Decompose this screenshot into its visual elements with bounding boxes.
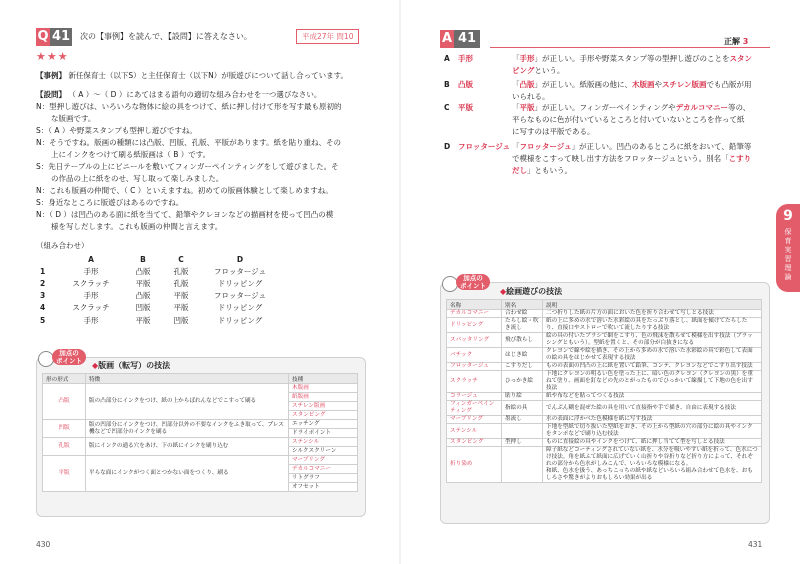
description-line: 紙や布などを貼ってつくる技法 xyxy=(546,393,625,399)
answer-key: A xyxy=(444,54,450,63)
combo-header: B xyxy=(140,254,146,264)
dialogue-line: の作品の上に紙をのせ、写し取って楽しみました。 xyxy=(36,174,224,183)
box-title-text: 絵画遊びの技法 xyxy=(506,287,563,296)
technique-description xyxy=(543,439,762,447)
answer-explanation xyxy=(512,53,772,77)
explanation-segment: だし xyxy=(512,166,527,175)
point-label-1: 加点の xyxy=(463,274,483,282)
combo-row xyxy=(36,277,282,289)
explanation-segment: 「 xyxy=(512,142,520,151)
technique-description xyxy=(543,333,762,348)
technique-alias xyxy=(502,447,543,483)
combo-header: C xyxy=(178,254,184,264)
combo-b: 平版 xyxy=(135,278,151,288)
correct-label: 正解 xyxy=(724,37,740,46)
form-cell: 凹版 xyxy=(43,420,86,438)
combo-d: ドリッピング xyxy=(217,278,263,288)
combo-label: （組み合わせ） xyxy=(36,241,89,250)
feature-cell: 版の凸部分にインクをつけ、紙の上からばれんなどでこすって刷る xyxy=(86,384,289,420)
dialogue-line: 様を写しだします。これも版画の仲間と言えます。 xyxy=(36,222,223,231)
explanation-segment: 「 xyxy=(512,80,520,89)
explanation-segment: で模様をこすって映し出す方法をフロッタージュという。別名「 xyxy=(512,154,729,163)
diamond-icon: ◆ xyxy=(500,287,507,296)
explanation-segment: 」が正しい。凹凸のあるところに紙をおいて、鉛筆等 xyxy=(571,142,752,151)
case-label: 【事例】 xyxy=(36,71,66,80)
technique-cell: シルクスクリーン xyxy=(289,447,358,456)
chapter-title: 保 育 実 習 理 論 xyxy=(784,228,792,281)
technique-name: ステンシル xyxy=(447,424,502,439)
exam-year-label: 平成27年 問10 xyxy=(296,29,359,44)
technique-cell: 木版画 xyxy=(289,384,358,393)
combo-b: 凸版 xyxy=(135,266,151,276)
combo-no: 4 xyxy=(40,303,46,313)
answer-key: C xyxy=(444,103,450,112)
chapter-number: 9 xyxy=(783,208,793,224)
feature-cell: 平らな面にインクがつく面とつかない面をつくり、刷る xyxy=(86,456,289,492)
combo-no: 1 xyxy=(40,266,46,276)
combo-no: 3 xyxy=(40,291,46,301)
combo-d: フロッタージュ xyxy=(213,291,267,301)
technique-name: スパッタリング xyxy=(447,333,502,348)
table-header: 技種 xyxy=(289,374,358,384)
explanation-segment: デカルコマニー xyxy=(675,103,729,112)
form-cell: 凸版 xyxy=(43,384,86,420)
technique-alias xyxy=(502,424,543,439)
answer-badge xyxy=(440,30,480,48)
technique-cell: スチレン版画 xyxy=(289,402,358,411)
technique-alias: 指絵の具 xyxy=(502,401,543,416)
technique-alias: 飛び散らし xyxy=(502,333,543,348)
table-header: 形の形式 xyxy=(43,374,86,384)
point-label-1: 加点の xyxy=(59,349,79,357)
printmaking-box-title xyxy=(92,360,170,371)
page-number-right: 431 xyxy=(748,540,763,549)
explanation-line xyxy=(512,141,772,153)
explanation-segment: 平版 xyxy=(519,103,535,112)
combo-a: スクラッチ xyxy=(72,278,110,288)
explanation-line xyxy=(512,114,772,126)
technique-description xyxy=(543,393,762,401)
combo-c: 凹版 xyxy=(173,315,189,325)
technique-name: フィンガーペインティング xyxy=(447,401,502,416)
explanation-line xyxy=(512,65,772,77)
table-row xyxy=(43,438,358,447)
question-letter: Q xyxy=(37,29,49,44)
diamond-icon: ◆ xyxy=(92,361,99,370)
answer-key: B xyxy=(444,80,450,89)
technique-description xyxy=(543,447,762,483)
combo-c: 孔版 xyxy=(173,278,189,288)
explanation-line xyxy=(512,126,772,138)
question-prompt: 次の【事例】を読んで、【設問】に答えなさい。 xyxy=(80,32,252,41)
case-text: 新任保育士（以下S）と主任保育士（以下N）が版遊びについて話し合っています。 xyxy=(68,71,349,80)
description-line: 下地にクレヨンの明るい色を塗った上に、暗い色のクレヨン（クレヨンの黒）を重ねて塗り、画面を釘などの先のとがったものでひっかいて線描して下地の色を出す技法 xyxy=(546,371,753,391)
combo-a: 手形 xyxy=(83,266,99,276)
technique-name: バチック xyxy=(447,348,502,363)
dialogue xyxy=(36,101,341,233)
explanation-segment: こすり xyxy=(728,154,752,163)
technique-alias: 合わせ絵 xyxy=(502,310,543,318)
technique-description xyxy=(543,348,762,363)
description-line: 障子紙などコーティングされていない紙を、水分を吸いやすい紙を折って、色水につけ技法。角を紙ふて紙面に広げていく山折りや谷折りなど折り方によって、それぞれの部分から色水がしみこんで、いろいろな模様になる。 xyxy=(546,447,758,467)
description-line: 紙の上に多めの水で溶いた水彩絵の具をたっぷり落とし、紙面を傾けてたらしたり、直接口やストローで吹いて流したりする技法 xyxy=(546,318,748,331)
technique-alias: こすりだし xyxy=(502,363,543,371)
combo-a: 手形 xyxy=(83,291,99,301)
combo-header-row xyxy=(36,253,282,265)
dialogue-line: N：（ D ）は凹凸のある面に紙を当てて、鉛筆やクレヨンなどの描画材を使って凹凸の模 xyxy=(36,210,334,219)
table-row xyxy=(447,401,762,416)
technique-cell: 紙版画 xyxy=(289,393,358,402)
description-line: クレヨンで線や絵を描き、その上から多めの水で溶いた水彩絵の具で彩色して表面の絵の具をはじかせて表現する技法 xyxy=(546,348,753,361)
combo-row xyxy=(36,302,282,314)
combo-c: 平版 xyxy=(173,291,189,301)
combo-row xyxy=(36,314,282,326)
explanation-line xyxy=(512,153,772,165)
technique-cell: スタンピング xyxy=(289,411,358,420)
combo-table xyxy=(36,253,282,326)
technique-name: ドリッピング xyxy=(447,318,502,333)
dialogue-line: N：そうですね。版画の種類には凸版、凹版、孔版、平版があります。紙を貼り重ね、その xyxy=(36,138,342,147)
explanation-segment: 凸版 xyxy=(519,80,535,89)
dialogue-line: S：身近なところに版遊びはあるのですね。 xyxy=(36,198,184,207)
combo-b: 凹版 xyxy=(135,303,151,313)
explanation-segment: や xyxy=(654,80,662,89)
table-header: 名称 xyxy=(447,300,502,310)
technique-name: スタンピング xyxy=(447,439,502,447)
point-label-2: ポイント xyxy=(460,282,486,290)
table-header: 説明 xyxy=(543,300,762,310)
answer-term: 平版 xyxy=(458,103,473,112)
explanation-segment: いられる。 xyxy=(512,92,550,101)
combo-row xyxy=(36,265,282,277)
technique-description xyxy=(543,371,762,393)
combo-d: ドリッピング xyxy=(217,303,263,313)
answer-explanation xyxy=(512,79,772,103)
technique-name: デカルコマニー xyxy=(447,310,502,318)
dialogue-line: N：これも版画の仲間で、（ C ）といえますね。初めての版画体験として楽しめますね。 xyxy=(36,186,333,195)
page-number-left: 430 xyxy=(36,540,51,549)
point-bubble xyxy=(456,274,490,290)
combo-b: 凸版 xyxy=(135,291,151,301)
explanation-segment: スチレン版画 xyxy=(662,80,707,89)
book-gutter xyxy=(399,0,401,564)
table-row xyxy=(447,393,762,401)
technique-alias: ひっかき絵 xyxy=(502,371,543,393)
dialogue-line: S：先日テーブルの上にビニールを敷いてフィンガーペインティングをして遊びました。そ xyxy=(36,162,339,171)
combo-a: スクラッチ xyxy=(72,303,110,313)
technique-alias: 貼り絵 xyxy=(502,393,543,401)
table-header: 別名 xyxy=(502,300,543,310)
answer-explanation xyxy=(512,102,772,138)
technique-cell: エッチング xyxy=(289,420,358,429)
table-row xyxy=(447,439,762,447)
answer-term: フロッタージュ xyxy=(458,142,511,151)
answer-key: D xyxy=(444,142,451,151)
description-line: 下地を型紙で切り抜いた型紙をおき、その上から型紙の穴の部分に絵の具やインクをタンポなどで刷り込む技法 xyxy=(546,424,753,437)
explanation-segment: 」が正しい。フィンガーペインティングや xyxy=(534,103,676,112)
dialogue-line: 上にインクをつけて刷る紙版画は（ B ）です。 xyxy=(36,150,211,159)
explanation-segment: 」ともいう。 xyxy=(527,166,572,175)
technique-name: スクラッチ xyxy=(447,371,502,393)
explanation-segment: 「 xyxy=(512,103,520,112)
question-badge xyxy=(36,28,72,46)
painting-box-title xyxy=(500,286,562,297)
combo-d: フロッタージュ xyxy=(213,266,267,276)
question-number: 41 xyxy=(51,29,71,44)
feature-cell: 版の凹部分にインクをつけ、凹部分以外の不要なインクをふき取って、プレス機などで凹部分のインクを刷る xyxy=(86,420,289,438)
explanation-segment: 」が正しい。紙版画の他に、 xyxy=(534,80,632,89)
explanation-segment: という。 xyxy=(534,66,565,75)
explanation-segment: 手形 xyxy=(519,54,535,63)
combo-no: 5 xyxy=(40,315,46,325)
explanation-line xyxy=(512,102,772,114)
question-label: 【設問】 xyxy=(36,90,66,99)
table-row xyxy=(447,348,762,363)
explanation-segment: 等の、 xyxy=(728,103,751,112)
table-header-row xyxy=(447,300,762,310)
dialogue-line: S：（ A ）や野菜スタンプも型押し遊びですね。 xyxy=(36,126,197,135)
answer-term: 手形 xyxy=(458,54,473,63)
table-row xyxy=(447,363,762,371)
difficulty-stars: ★★★ xyxy=(36,50,69,63)
technique-name: 折り染め xyxy=(447,447,502,483)
combo-no: 2 xyxy=(40,278,46,288)
combo-c: 平版 xyxy=(173,303,189,313)
technique-cell: マーブリング xyxy=(289,456,358,465)
technique-description xyxy=(543,363,762,371)
answer-number: 41 xyxy=(454,30,480,48)
answer-letter: A xyxy=(441,31,453,46)
question-text: （ A ）～（ D ）にあてはまる語句の適切な組み合わせを一つ選びなさい。 xyxy=(68,90,322,99)
technique-description xyxy=(543,310,762,318)
explanation-line xyxy=(512,79,772,91)
table-row xyxy=(43,420,358,429)
table-row xyxy=(43,456,358,465)
explanation-segment: 」が正しい。手形や野菜スタンプ等の型押し遊びのことを xyxy=(534,54,730,63)
table-row xyxy=(447,424,762,439)
technique-cell: オフセット xyxy=(289,483,358,492)
explanation-segment: スタン xyxy=(729,54,752,63)
correct-value: 3 xyxy=(742,37,749,46)
technique-description xyxy=(543,416,762,424)
technique-cell: デカルコマニー xyxy=(289,465,358,474)
technique-alias: たらし絵・吹き流し xyxy=(502,318,543,333)
table-row xyxy=(447,333,762,348)
chapter-tab xyxy=(776,204,800,292)
description-line: ものの表面の凹凸の上に紙を置いて鉛筆、コンテ、クレヨンなどでこすり出す技法 xyxy=(546,363,753,369)
combo-header: A xyxy=(88,254,94,264)
technique-cell: リトグラフ xyxy=(289,474,358,483)
explanation-segment: に写すのは平版である。 xyxy=(512,127,595,136)
combo-b: 平版 xyxy=(135,315,151,325)
technique-cell: ドライポイント xyxy=(289,429,358,438)
table-row xyxy=(447,371,762,393)
feature-cell: 版にインクの通る穴をあけ、下の紙にインクを刷り込む xyxy=(86,438,289,456)
table-row xyxy=(447,416,762,424)
table-row xyxy=(447,447,762,483)
form-cell: 孔版 xyxy=(43,438,86,456)
technique-description xyxy=(543,424,762,439)
table-header: 特徴 xyxy=(86,374,289,384)
printmaking-table xyxy=(42,373,358,492)
technique-name: コラージュ xyxy=(447,393,502,401)
explanation-line xyxy=(512,165,772,177)
combo-c: 孔版 xyxy=(173,266,189,276)
case-line xyxy=(36,70,348,82)
combo-a: 手形 xyxy=(83,315,99,325)
correct-answer xyxy=(724,36,748,47)
combo-row xyxy=(36,290,282,302)
technique-description xyxy=(543,401,762,416)
painting-table xyxy=(446,299,762,483)
technique-cell: ステンシル xyxy=(289,438,358,447)
box-title-text: 版画（転写）の技法 xyxy=(98,361,171,370)
technique-name: マーブリング xyxy=(447,416,502,424)
table-row xyxy=(447,318,762,333)
explanation-segment: 平らなものに色が付いているところと付いていないところを作って紙 xyxy=(512,115,745,124)
explanation-segment: フロッタージュ xyxy=(519,142,572,151)
explanation-segment: でも凸版が用 xyxy=(706,80,752,89)
description-line: ものに直接絵の具やインクをつけて、紙に押し当てて型を写しとる技法 xyxy=(546,439,725,445)
technique-description xyxy=(543,318,762,333)
table-row xyxy=(447,310,762,318)
answer-explanation xyxy=(512,141,772,177)
point-bubble xyxy=(52,349,86,365)
description-line: 水の表面に浮かべた色模様を紙に写す技法 xyxy=(546,416,653,422)
description-line: 和紙、色水を扱う、あっちこっちの紙や紙などいろいろ組み合わせて色水を、おもしろさや驚きがよりおもしろい効果が出る xyxy=(546,468,753,481)
answer-term: 凸版 xyxy=(458,80,473,89)
description-line: 絵の具の付いたブラシで網をこすり、色の飛沫を散らせて模様を出す技法（ブラッシングともいう）。型紙を置くと、その部分が白抜きになる xyxy=(546,333,753,346)
dialogue-line: な版画です。 xyxy=(36,114,96,123)
question-line xyxy=(36,89,321,101)
technique-alias: 墨流し xyxy=(502,416,543,424)
explanation-segment: 木版画 xyxy=(632,80,655,89)
table-row xyxy=(43,384,358,393)
form-cell: 平版 xyxy=(43,456,86,492)
technique-alias: 型押し xyxy=(502,439,543,447)
description-line: 二つ折りした紙の片方の面においた色を折り合わせて写しとる技法 xyxy=(546,310,714,316)
point-label-2: ポイント xyxy=(56,357,82,365)
table-header-row xyxy=(43,374,358,384)
answer-divider xyxy=(490,47,770,48)
description-line: でんぷん糊を混ぜた絵の具を用いて直接指や手で描き、自由に表現する技法 xyxy=(546,404,736,411)
explanation-segment: 「 xyxy=(512,54,520,63)
combo-d: ドリッピング xyxy=(217,315,263,325)
technique-name: フロッタージュ xyxy=(447,363,502,371)
explanation-line xyxy=(512,53,772,65)
combo-header: D xyxy=(236,254,244,264)
technique-alias: はじき絵 xyxy=(502,348,543,363)
dialogue-line: N：型押し遊びは、いろいろな物体に絵の具をつけて、紙に押し付けて形を写す最も原初的 xyxy=(36,102,342,111)
explanation-segment: ピング xyxy=(512,66,535,75)
